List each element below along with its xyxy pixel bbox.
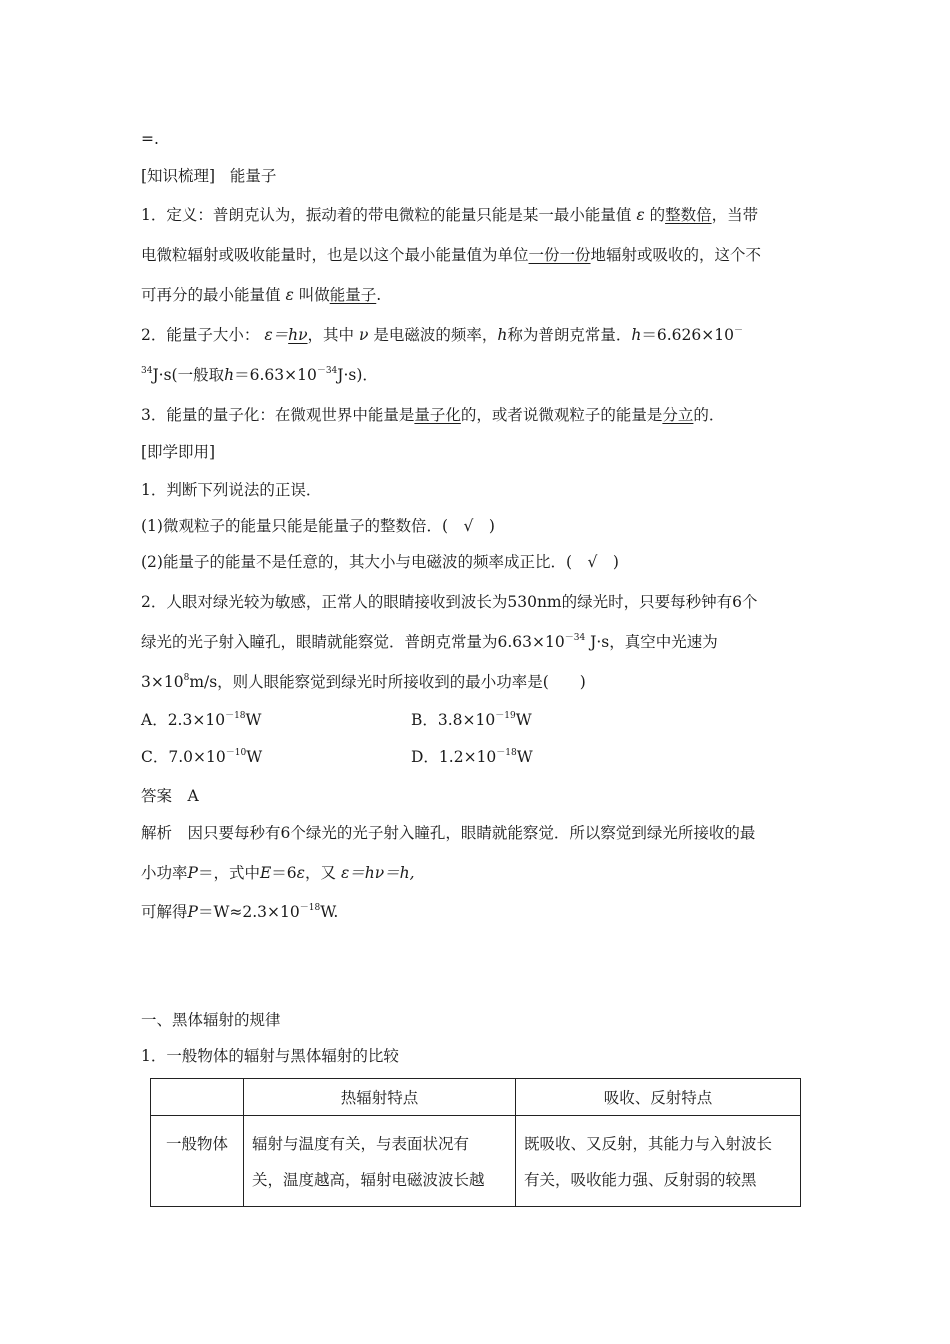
- text: ，其中: [307, 326, 355, 344]
- exponent: －34: [564, 632, 586, 643]
- question-2-line-3: [141, 672, 586, 692]
- blank-answer: 量子化: [414, 406, 461, 424]
- formula: ε＝hν＝h,: [340, 864, 415, 882]
- question-1-item-2: (2)能量子的能量不是任意的，其大小与电磁波的频率成正比．( √ ): [141, 553, 619, 571]
- epsilon-symbol: ε: [285, 286, 294, 304]
- h-symbol: h: [224, 366, 235, 384]
- text: 是电磁波的频率，: [373, 326, 498, 344]
- option-b: [411, 710, 532, 730]
- text: ＝W≈2.3×10: [197, 903, 300, 921]
- absorption-reflection-cell: [516, 1116, 801, 1207]
- exponent: －10: [225, 747, 247, 758]
- cell-line: 有关，吸收能力强、反射弱的较黑: [524, 1171, 757, 1189]
- question-1-title: 1．判断下列说法的正误．: [141, 481, 322, 499]
- text: ＝6: [271, 864, 297, 882]
- exponent: －18: [496, 747, 517, 758]
- definition-line-3: [141, 285, 381, 305]
- analysis-line-2: [141, 863, 415, 883]
- text: J·s(一般取: [152, 366, 225, 384]
- practice-header: [即学即用]: [141, 443, 216, 461]
- e-symbol: E: [259, 864, 272, 882]
- quantum-size-line-1: [141, 325, 743, 345]
- text: ，又: [305, 864, 337, 882]
- text: 3×10: [141, 673, 184, 691]
- text: 3．能量的量子化：在微观世界中能量是: [141, 406, 415, 424]
- option-c: [141, 747, 262, 767]
- blank-answer: hν: [288, 326, 308, 344]
- question-1-item-1: (1)微观粒子的能量只能是能量子的整数倍．( √ ): [141, 517, 495, 535]
- exponent: 34: [141, 365, 153, 376]
- table-header-row: [151, 1079, 801, 1116]
- h-symbol: h: [497, 326, 508, 344]
- epsilon-symbol: ε: [636, 206, 645, 224]
- row-label-cell: 一般物体: [151, 1116, 244, 1207]
- exponent: －34: [316, 365, 338, 376]
- text: .: [376, 286, 382, 304]
- quantum-size-line-2: [141, 365, 378, 385]
- blank-answer: 一份一份: [528, 246, 591, 264]
- top-fragment: =.: [141, 130, 159, 148]
- blank-answer: 能量子: [329, 286, 377, 304]
- cell-line: 辐射与温度有关，与表面状况有: [252, 1135, 470, 1153]
- answer-line: 答案 A: [141, 787, 199, 805]
- section-title: 一、黑体辐射的规律: [141, 1011, 281, 1029]
- text: 的．: [693, 406, 725, 424]
- cell-line: 关，温度越高，辐射电磁波波长越: [252, 1171, 485, 1189]
- option-a: [141, 710, 261, 730]
- text: D．1.2×10: [411, 748, 497, 766]
- text: 小功率: [141, 864, 188, 882]
- text: 可解得: [141, 903, 188, 921]
- text: A．2.3×10: [141, 711, 226, 729]
- option-d: [411, 747, 533, 767]
- table-row: [151, 1116, 801, 1207]
- analysis-line-3: [141, 902, 338, 922]
- knowledge-header: [141, 166, 276, 186]
- definition-line-2: [141, 245, 761, 265]
- text: 叫做: [298, 286, 330, 304]
- epsilon-symbol: ε: [296, 864, 305, 882]
- knowledge-tag: [知识梳理]: [141, 167, 216, 185]
- text: ＝，式中: [197, 864, 260, 882]
- text: 电微粒辐射或吸收能量时，也是以这个最小能量值为单位: [141, 246, 529, 264]
- text: 称为普朗克常量．: [507, 326, 632, 344]
- exponent: －18: [299, 902, 321, 913]
- table-header-cell: 热辐射特点: [244, 1079, 516, 1116]
- blank-answer: 分立: [662, 406, 694, 424]
- section-subtitle: 1．一般物体的辐射与黑体辐射的比较: [141, 1047, 399, 1065]
- definition-line-1: [141, 205, 758, 225]
- text: 可再分的最小能量值: [141, 286, 281, 304]
- text: J·s)．: [337, 366, 378, 384]
- exponent: －: [733, 325, 743, 336]
- exponent: －19: [495, 710, 516, 721]
- text: 的，或者说微观粒子的能量是: [460, 406, 663, 424]
- p-symbol: P: [187, 864, 198, 882]
- text: W.: [320, 903, 339, 921]
- h-symbol: h: [631, 326, 642, 344]
- p-symbol: P: [187, 903, 198, 921]
- thermal-radiation-cell: [244, 1116, 516, 1207]
- text: 1．定义：普朗克认为，振动着的带电微粒的能量只能是某一最小能量值: [141, 206, 632, 224]
- analysis-line-1: 解析 因只要每秒有6个绿光的光子射入瞳孔，眼睛就能察觉．所以察觉到绿光所接收的最: [141, 824, 756, 842]
- question-2-line-1: 2．人眼对绿光较为敏感，正常人的眼睛接收到波长为530nm的绿光时，只要每秒钟有6个: [141, 593, 758, 611]
- text: 绿光的光子射入瞳孔，眼睛就能察觉．普朗克常量为6.63×10: [141, 633, 565, 651]
- text: ＝6.63×10: [234, 366, 317, 384]
- text: W: [516, 748, 533, 766]
- exponent: 8: [183, 672, 190, 683]
- blank-answer: 整数倍: [665, 206, 712, 224]
- text: ，当带: [711, 206, 759, 224]
- quantization-line: [141, 405, 724, 425]
- text: W: [246, 748, 263, 766]
- table-header-cell: [151, 1079, 244, 1116]
- text: 地辐射或吸收的，这个不: [590, 246, 762, 264]
- comparison-table: [150, 1078, 801, 1207]
- cell-line: 既吸收、又反射，其能力与入射波长: [524, 1135, 773, 1153]
- text: B．3.8×10: [411, 711, 496, 729]
- nu-symbol: ν: [359, 326, 369, 344]
- question-2-line-2: [141, 632, 718, 652]
- text: 的: [649, 206, 666, 224]
- text: m/s，则人眼能察觉到绿光时所接收到的最小功率是( ): [189, 673, 586, 691]
- formula: ε＝: [264, 326, 289, 344]
- table-header-cell: 吸收、反射特点: [516, 1079, 801, 1116]
- text: 2．能量子大小：: [141, 326, 260, 344]
- knowledge-title: 能量子: [229, 167, 277, 185]
- text: C．7.0×10: [141, 748, 226, 766]
- text: ＝6.626×10: [641, 326, 734, 344]
- exponent: －18: [225, 710, 246, 721]
- text: W: [245, 711, 262, 729]
- text: J·s，真空中光速为: [585, 633, 718, 651]
- text: W: [515, 711, 532, 729]
